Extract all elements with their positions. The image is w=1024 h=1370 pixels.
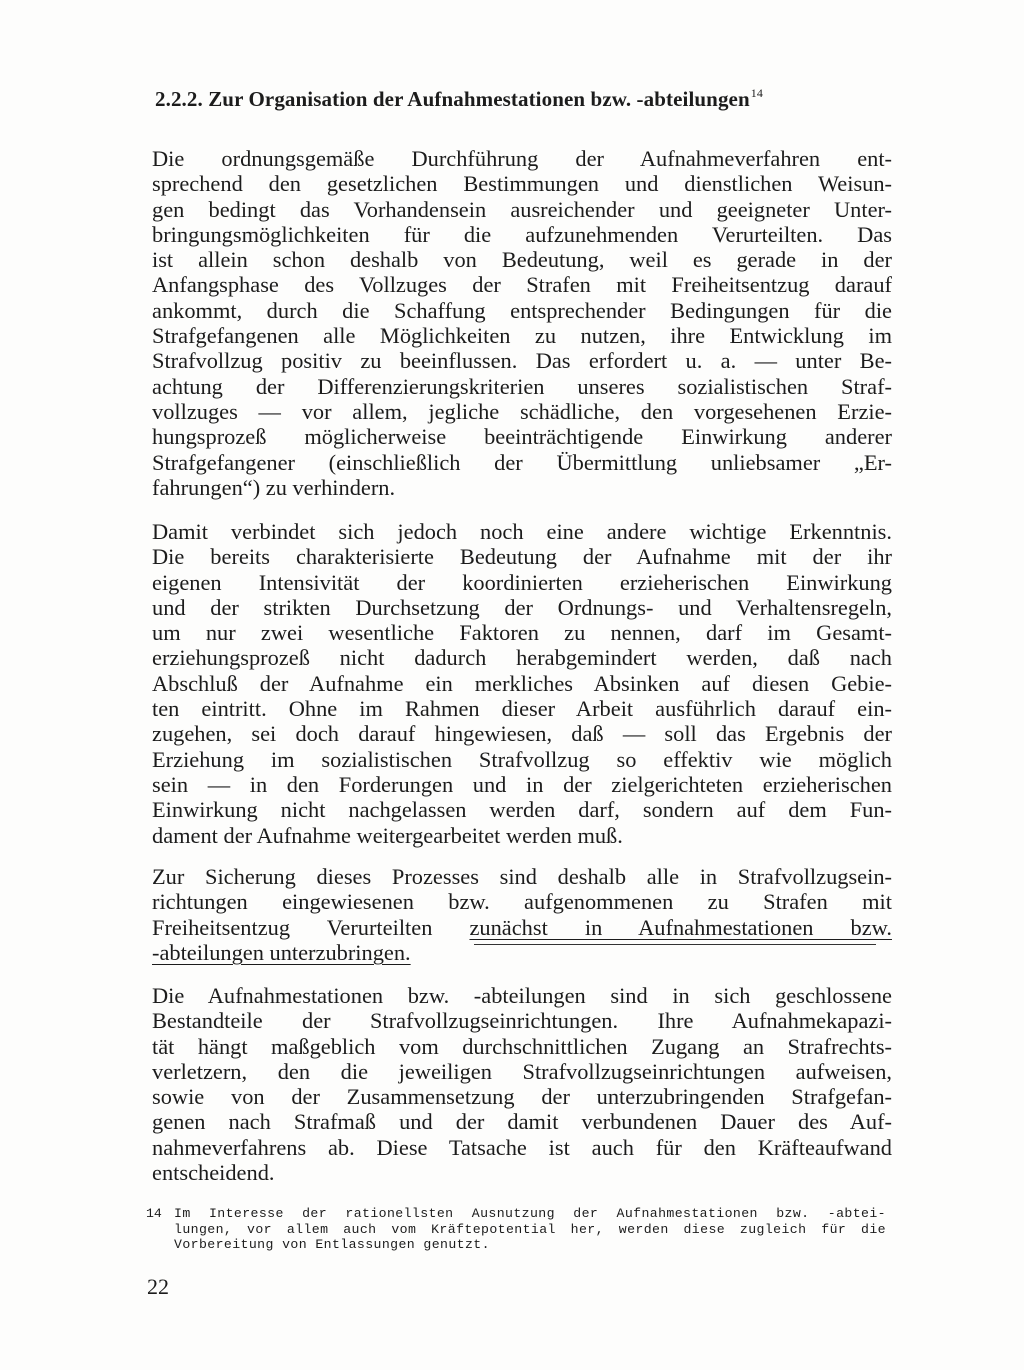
text-line: richtungen eingewiesenen bzw. aufgenommenen zu Strafen mit bbox=[152, 889, 892, 915]
text-line: Abschluß der Aufnahme ein merkliches Absinken auf diesen Gebie- bbox=[152, 670, 892, 696]
text-line: um nur zwei wesentliche Faktoren zu nennen, darf im Gesamt- bbox=[152, 620, 892, 646]
text-line: achtung der Differenzierungskriterien unseres sozialistischen Straf- bbox=[152, 373, 892, 399]
text-line: Strafgefangenen alle Möglichkeiten zu nutzen, ihre Entwicklung im bbox=[152, 323, 892, 349]
text-line: genen nach Strafmaß und der damit verbundenen Dauer des Auf- bbox=[152, 1109, 892, 1135]
text-line: sein — in den Forderungen und in der zielgerichteten erzieherischen bbox=[152, 771, 892, 797]
footnote-number: 14 bbox=[146, 1206, 162, 1221]
text-line: vollzuges — vor allem, jegliche schädliche, den vorgesehenen Erzie- bbox=[152, 398, 892, 424]
text-line: tät hängt maßgeblich vom durchschnittlichen Zugang an Strafrechts- bbox=[152, 1033, 892, 1059]
text-line: bringungsmöglichkeiten für die aufzunehmenden Verurteilten. Das bbox=[152, 221, 892, 247]
text-line: zugehen, sei doch darauf hingewiesen, daß — soll das Ergebnis der bbox=[152, 721, 892, 747]
text-line: Damit verbindet sich jedoch noch eine andere wichtige Erkenntnis. bbox=[152, 519, 892, 544]
section-heading bbox=[155, 86, 895, 112]
page-number: 22 bbox=[147, 1274, 169, 1299]
text-line: Strafgefangener (einschließlich der Übermittlung unliebsamer „Er- bbox=[152, 449, 892, 475]
text-line: ten eintritt. Ohne im Rahmen dieser Arbeit ausführlich darauf ein- bbox=[152, 696, 892, 722]
paragraph-3 bbox=[152, 864, 892, 965]
underlined-text: -abteilungen unterzubringen. bbox=[152, 939, 411, 965]
text-line: Strafvollzug positiv zu beeinflussen. Das erfordert u. a. — unter Be- bbox=[152, 348, 892, 374]
text-line: eigenen Intensivität der koordinierten erzieherischen Einwirkung bbox=[152, 569, 892, 595]
paragraph-4 bbox=[152, 983, 892, 1185]
text-line: gen bedingt das Vorhandensein ausreichender und geeigneter Unter- bbox=[152, 196, 892, 222]
text-line: ist allein schon deshalb von Bedeutung, weil es gerade in der bbox=[152, 247, 892, 273]
underlined-text: zunächst in Aufnahmestationen bzw. bbox=[469, 914, 892, 940]
text-line: Die bereits charakterisierte Bedeutung der Aufnahme mit der ihr bbox=[152, 544, 892, 570]
footnote-line: Im Interesse der rationellsten Ausnutzung der Aufnahmestationen bzw. -abtei- bbox=[174, 1206, 886, 1221]
text-line: sowie von der Zusammensetzung der unterzubringenden Strafgefan- bbox=[152, 1084, 892, 1110]
text-line: Zur Sicherung dieses Prozesses sind deshalb alle in Strafvollzugsein- bbox=[152, 864, 892, 889]
text-line: hungsprozeß möglicherweise beeinträchtigende Einwirkung anderer bbox=[152, 424, 892, 450]
text-line: Freiheitsentzug Verurteilten zunächst in Aufnahmestationen bzw. bbox=[152, 914, 892, 940]
text-line: Einwirkung nicht nachgelassen werden darf, sondern auf dem Fun- bbox=[152, 797, 892, 823]
footnote-line: lungen, vor allem auch vom Kräftepotential her, werden diese zugleich für die bbox=[174, 1221, 886, 1237]
text-line: Die Aufnahmestationen bzw. -abteilungen sind in sich geschlossene bbox=[152, 983, 892, 1008]
text-line: sprechend den gesetzlichen Bestimmungen und dienstlichen Weisun- bbox=[152, 171, 892, 197]
section-heading-text: 2.2.2. Zur Organisation der Aufnahmestationen bzw. -abteilungen bbox=[155, 87, 750, 111]
paragraph-1 bbox=[152, 146, 892, 500]
text-line: ankommt, durch die Schaffung entsprechender Bedingungen für die bbox=[152, 297, 892, 323]
text-line: verletzern, den die jeweiligen Strafvollzugseinrichtungen aufweisen, bbox=[152, 1058, 892, 1084]
text-line: Die ordnungsgemäße Durchführung der Aufnahmeverfahren ent- bbox=[152, 146, 892, 171]
text-line: Anfangsphase des Vollzuges der Strafen mit Freiheitsentzug darauf bbox=[152, 272, 892, 298]
text-line: fahrungen“) zu verhindern. bbox=[152, 474, 396, 500]
text-line: dament der Aufnahme weitergearbeitet werden muß. bbox=[152, 822, 623, 848]
text-line: nahmeverfahrens ab. Diese Tatsache ist auch für den Kräfteaufwand bbox=[152, 1134, 892, 1160]
footnote bbox=[174, 1206, 886, 1253]
text-line: erziehungsprozeß nicht dadurch herabgemindert werden, daß nach bbox=[152, 645, 892, 671]
text-line: und der strikten Durchsetzung der Ordnungs- und Verhaltensregeln, bbox=[152, 594, 892, 620]
text-line: Erziehung im sozialistischen Strafvollzug so effektiv wie möglich bbox=[152, 746, 892, 772]
text-line: Bestandteile der Strafvollzugseinrichtungen. Ihre Aufnahmekapazi- bbox=[152, 1008, 892, 1034]
underline-mark bbox=[474, 944, 876, 945]
text-line: entscheidend. bbox=[152, 1160, 275, 1186]
footnote-reference: 14 bbox=[750, 86, 763, 100]
footnote-line: Vorbereitung von Entlassungen genutzt. bbox=[174, 1237, 490, 1252]
paragraph-2 bbox=[152, 519, 892, 848]
